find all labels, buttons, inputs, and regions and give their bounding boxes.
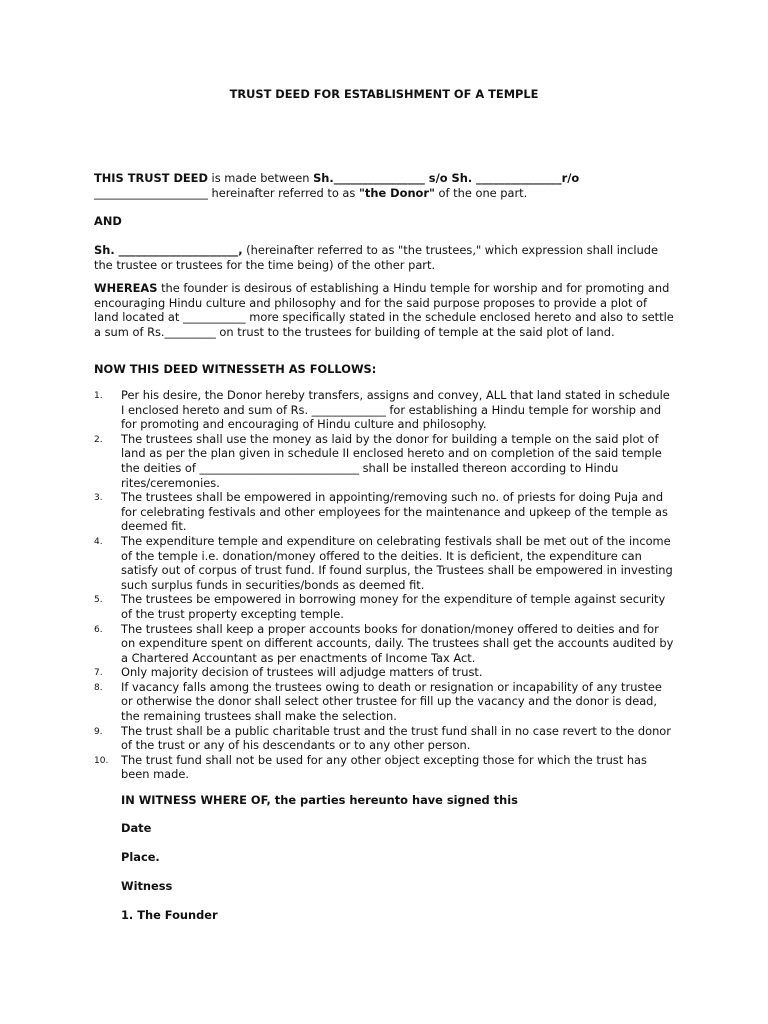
- clause-number: 4.: [94, 536, 103, 547]
- witnesseth-heading: NOW THIS DEED WITNESSETH AS FOLLOWS:: [94, 362, 377, 376]
- whereas-lead: WHEREAS: [94, 281, 158, 295]
- clause-text: The trustees shall keep a proper accounts books for donation/money offered to deities and for on expenditure spent on different accounts, daily. The trustees shall get the accounts audited by a Chartered Accountant as per enactments of Income Tax Act.: [121, 621, 674, 665]
- clause-item: [94, 490, 674, 534]
- intro-so-blank: s/o Sh. _______________: [424, 171, 562, 185]
- founder-label: 1. The Founder: [121, 908, 218, 922]
- trustee-sh-blank: Sh. _____________________,: [94, 243, 243, 257]
- clause-number: 1.: [94, 391, 103, 401]
- clause-item: [94, 622, 674, 666]
- clause-list: [94, 388, 674, 782]
- clause-item: [94, 388, 674, 432]
- clause-text: The trustees be empowered in borrowing money for the expenditure of temple against security of the trust property excepting temple.: [121, 592, 666, 621]
- clause-text: The trustees shall use the money as laid by the donor for building a temple on the said plot of land as per the plan given in schedule II enclosed hereto and on completion of the said temple the deities of ____________________________ shall be installed thereon according to Hindu rites/ceremonies.: [121, 431, 662, 490]
- whereas-paragraph: [94, 281, 674, 339]
- clause-text: The trust fund shall not be used for any other object excepting those for which the trust has been made.: [121, 752, 647, 782]
- clause-number: 7.: [94, 668, 103, 679]
- intro-address-blank: ____________________: [94, 185, 208, 200]
- intro-paragraph: [94, 171, 674, 200]
- intro-made-between: is made between: [207, 171, 314, 185]
- clause-text: If vacancy falls among the trustees owing to death or resignation or incapability of any trustee or otherwise the donor shall select other trustee for fill up the vacancy and the donor is dead, the remaining trustees shall make the selection.: [121, 679, 662, 724]
- clause-item: [94, 753, 674, 782]
- clause-number: 6.: [94, 624, 103, 635]
- clause-text: The trust shall be a public charitable trust and the trust fund shall in no case revert to the donor of the trust or any of his descendants or to any other person.: [121, 723, 671, 753]
- clause-number: 9.: [94, 726, 103, 737]
- trustee-text: (hereinafter referred to as "the trustees," which expression shall include the trustee or trustees for the time being) of the other part.: [94, 243, 659, 272]
- clause-text: Per his desire, the Donor hereby transfers, assigns and convey, ALL that land stated in schedule I enclosed hereto and sum of Rs. _____________ for establishing a Hindu temple for worship and for promoting and encouraging of Hindu culture and philosophy.: [121, 388, 670, 432]
- clause-text: The trustees shall be empowered in appointing/removing such no. of priests for doing Puja and for celebrating festivals and other employees for the maintenance and upkeep of the temple as deemed fit.: [121, 490, 668, 534]
- intro-donor: "the Donor": [358, 185, 435, 200]
- and-label: AND: [94, 214, 122, 228]
- intro-one-part: of the one part.: [434, 185, 528, 200]
- date-label: Date: [121, 821, 152, 835]
- witness-label: Witness: [121, 879, 173, 893]
- whereas-text: the founder is desirous of establishing a Hindu temple for worship and for promoting and encouraging Hindu culture and philosophy and for the said purpose proposes to provide a plot of land located at ___________ more specifically stated in the schedule enclosed hereto and also to settle a sum of Rs._________ on trust to the trustees for building of temple at the said plot of land.: [94, 281, 674, 339]
- clause-item: [94, 724, 674, 753]
- clause-item: [94, 534, 674, 592]
- intro-lead: THIS TRUST DEED: [94, 171, 208, 185]
- intro-hereinafter: hereinafter referred to as: [207, 185, 359, 200]
- clause-text: Only majority decision of trustees will adjudge matters of trust.: [121, 665, 483, 680]
- trustee-paragraph: [94, 243, 674, 272]
- clause-text: The expenditure temple and expenditure on celebrating festivals shall be met out of the income of the temple i.e. donation/money offered to the deities. It is deficient, the expenditure can satisfy out of corpus of trust fund. If found surplus, the Trustees shall be empowered in investing such surplus funds in securities/bonds as deemed fit.: [121, 533, 673, 592]
- place-label: Place.: [121, 850, 160, 864]
- intro-sh-blank: Sh.________________: [313, 171, 425, 185]
- clause-number: 5.: [94, 595, 103, 606]
- clause-item: [94, 665, 674, 680]
- clause-number: 10.: [94, 755, 109, 766]
- document-title: TRUST DEED FOR ESTABLISHMENT OF A TEMPLE: [229, 87, 539, 101]
- clause-number: 8.: [94, 682, 103, 693]
- clause-item: [94, 432, 674, 490]
- clause-item: [94, 592, 674, 621]
- clause-item: [94, 680, 674, 724]
- intro-ro: r/o: [561, 171, 580, 185]
- clause-number: 3.: [94, 493, 103, 504]
- in-witness-line: IN WITNESS WHERE OF, the parties hereunto have signed this: [121, 793, 518, 807]
- clause-number: 2.: [94, 434, 103, 445]
